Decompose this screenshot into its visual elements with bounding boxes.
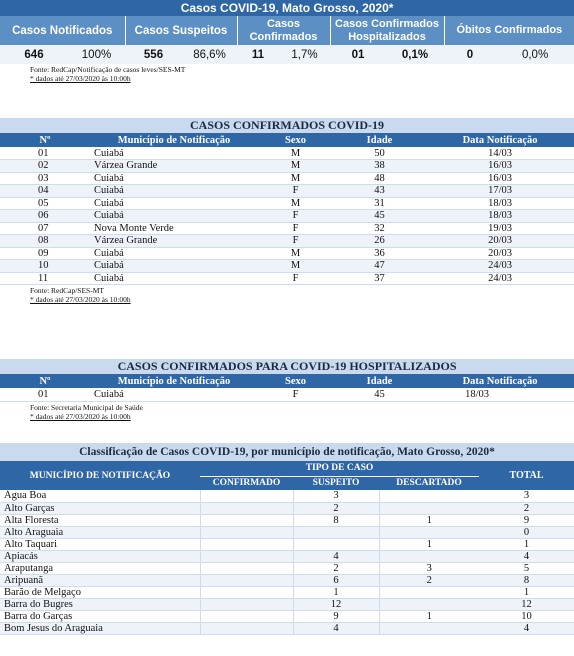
classification-col-municipio: MUNICÍPIO DE NOTIFICAÇÃO [0,461,200,490]
confirmed-row-cell: 03 [0,172,90,185]
confirmed-row-cell: Cuiabá [90,147,258,160]
confirmed-row-cell: 47 [333,260,426,273]
confirmed-row-cell: 36 [333,247,426,260]
classification-row-cell: 4 [479,622,574,634]
classification-row-cell [200,598,293,610]
classification-row-cell [379,622,479,634]
classification-table [0,443,574,635]
classification-row [0,502,574,514]
classification-row [0,562,574,574]
classification-row [0,610,574,622]
confirmed-row-cell: Cuiabá [90,172,258,185]
confirmed-row-cell: 07 [0,222,90,235]
classification-row-cell: 2 [479,502,574,514]
value-confirmados: 11 [237,45,279,64]
hospitalized-col-idade: Idade [366,375,393,387]
confirmed-row-cell: 17/03 [426,185,574,198]
confirmed-row [0,260,574,273]
pct-suspeitos: 86,6% [182,45,237,64]
confirmed-row-cell: Cuiabá [90,210,258,223]
confirmed-row [0,197,574,210]
classification-row-cell [200,514,293,526]
classification-row [0,574,574,586]
summary-section [0,0,574,83]
classification-row [0,598,574,610]
classification-row-cell [200,502,293,514]
classification-row-cell: Bom Jesus do Araguaia [0,622,200,634]
confirmed-title: CASOS CONFIRMADOS COVID-19 [0,118,574,133]
classification-sub-confirmado: CONFIRMADO [200,476,293,490]
classification-row-cell: Araputanga [0,562,200,574]
confirmed-row-cell: 05 [0,197,90,210]
classification-row-cell: Barra do Bugres [0,598,200,610]
classification-row-cell: 4 [293,550,379,562]
classification-row-cell: Barra do Garças [0,610,200,622]
confirmed-row-cell: 24/03 [426,260,574,273]
classification-row-cell: 6 [293,574,379,586]
hospitalized-col-data: Data Notificação [462,375,538,387]
pct-hospitalizados: 0,1% [386,45,444,64]
classification-row [0,622,574,634]
confirmed-row-cell: 02 [0,160,90,173]
classification-row-cell: 1 [379,514,479,526]
confirmed-row-cell: Cuiabá [90,185,258,198]
hospitalized-note: * dados até 27/03/2020 às 10:00h [30,411,131,421]
classification-row-cell: Aripuanã [0,574,200,586]
confirmed-row-cell: F [258,185,333,198]
classification-title: Classificação de Casos COVID-19, por município de notificação, Mato Grosso, 2020* [0,443,574,461]
classification-row-cell [379,550,479,562]
confirmed-row-cell: F [258,235,333,248]
pct-confirmados: 1,7% [279,45,330,64]
classification-row-cell [200,562,293,574]
classification-row-cell [379,490,479,502]
confirmed-row-cell: 06 [0,210,90,223]
value-hospitalizados: 01 [330,45,386,64]
header-casos-hospitalizados: Casos Confirmados Hospitalizados [330,16,444,45]
classification-row-cell: Alto Taquari [0,538,200,550]
confirmed-row-cell: 10 [0,260,90,273]
classification-row-cell: 3 [479,490,574,502]
confirmed-row-cell: 18/03 [426,197,574,210]
classification-row-cell: 8 [479,574,574,586]
classification-row-cell: 12 [479,598,574,610]
classification-row [0,538,574,550]
confirmed-row-cell: Várzea Grande [90,235,258,248]
header-casos-confirmados: Casos Confirmados [237,16,330,45]
confirmed-row [0,272,574,285]
confirmed-row [0,247,574,260]
classification-row-cell: 1 [479,538,574,550]
confirmed-row-cell: 32 [333,222,426,235]
confirmed-row [0,235,574,248]
classification-row-cell: 9 [293,610,379,622]
classification-row-cell: 4 [479,550,574,562]
classification-row-cell: 9 [479,514,574,526]
classification-row-cell: 2 [379,574,479,586]
hospitalized-source: Fonte: Secretaria Municipal de Saúde [30,402,143,412]
confirmed-row-cell: 26 [333,235,426,248]
summary-table [0,0,574,64]
classification-row [0,526,574,538]
classification-row-cell: 1 [293,586,379,598]
confirmed-row-cell: 43 [333,185,426,198]
confirmed-row-cell: M [258,147,333,160]
confirmed-row [0,185,574,198]
classification-row-cell: 0 [479,526,574,538]
confirmed-row-cell: 20/03 [426,235,574,248]
confirmed-row-cell: 16/03 [426,172,574,185]
confirmed-row [0,210,574,223]
confirmed-row-cell: Cuiabá [90,197,258,210]
value-notificados: 646 [0,45,68,64]
classification-row-cell: 1 [379,610,479,622]
classification-row-cell [200,586,293,598]
classification-row-cell: 2 [293,502,379,514]
confirmed-source: Fonte: RedCap/SES-MT [30,286,104,295]
confirmed-row-cell: M [258,260,333,273]
classification-row-cell: Alto Garças [0,502,200,514]
confirmed-row-cell: M [258,172,333,185]
classification-row-cell [293,538,379,550]
confirmed-row-cell: 19/03 [426,222,574,235]
classification-row [0,490,574,502]
classification-row-cell: 3 [379,562,479,574]
confirmed-col-data: Data Notificação [462,134,538,146]
classification-col-tipo: TIPO DE CASO [200,461,479,476]
classification-row-cell: 1 [379,538,479,550]
classification-row-cell [200,490,293,502]
classification-row-cell: 12 [293,598,379,610]
confirmed-row-cell: 08 [0,235,90,248]
confirmed-row-cell: 50 [333,147,426,160]
confirmed-row-cell: Cuiabá [90,272,258,285]
confirmed-col-num: Nº [39,134,51,146]
classification-row-cell: Alto Araguaia [0,526,200,538]
hospitalized-section [0,359,574,421]
hospitalized-row-cell: Cuiabá [90,388,258,401]
confirmed-table [0,118,574,285]
hospitalized-col-num: Nº [39,375,51,387]
pct-obitos: 0,0% [496,45,574,64]
confirmed-row [0,172,574,185]
classification-row-cell: 5 [479,562,574,574]
confirmed-row-cell: 48 [333,172,426,185]
confirmed-col-sexo: Sexo [285,134,306,146]
confirmed-row-cell: 20/03 [426,247,574,260]
confirmed-col-idade: Idade [366,134,393,146]
confirmed-row-cell: Várzea Grande [90,160,258,173]
classification-row-cell [200,622,293,634]
classification-row-cell [379,502,479,514]
classification-row-cell: 3 [293,490,379,502]
value-suspeitos: 556 [125,45,182,64]
classification-row [0,550,574,562]
confirmed-row-cell: 45 [333,210,426,223]
classification-row-cell [200,550,293,562]
confirmed-row-cell: F [258,222,333,235]
hospitalized-col-sexo: Sexo [285,375,306,387]
header-obitos-confirmados: Óbitos Confirmados [444,16,574,45]
confirmed-row-cell: M [258,197,333,210]
classification-row-cell [379,598,479,610]
classification-row-cell: Alta Floresta [0,514,200,526]
summary-title: Casos COVID-19, Mato Grosso, 2020* [0,0,574,16]
classification-row-cell: 1 [479,586,574,598]
classification-section [0,443,574,635]
classification-row-cell: Água Boa [0,490,200,502]
confirmed-row-cell: 04 [0,185,90,198]
confirmed-row-cell: Cuiabá [90,260,258,273]
classification-col-total: TOTAL [479,461,574,490]
classification-row-cell [293,526,379,538]
confirmed-row [0,222,574,235]
classification-sub-suspeito: SUSPEITO [293,476,379,490]
hospitalized-col-municipio: Município de Notificação [117,375,231,387]
hospitalized-title: CASOS CONFIRMADOS PARA COVID-19 HOSPITALIZADOS [0,359,574,374]
confirmed-row-cell: 31 [333,197,426,210]
summary-note: * dados até 27/03/2020 às 10:00h [30,74,131,83]
classification-row-cell [379,586,479,598]
hospitalized-row-cell: F [258,388,333,401]
classification-row [0,514,574,526]
confirmed-row-cell: Nova Monte Verde [90,222,258,235]
classification-row-cell [379,526,479,538]
confirmed-row-cell: 37 [333,272,426,285]
classification-row-cell: Barão de Melgaço [0,586,200,598]
classification-row-cell [200,574,293,586]
hospitalized-row-cell: 01 [0,388,90,401]
classification-row-cell [200,538,293,550]
confirmed-row-cell: 18/03 [426,210,574,223]
classification-sub-descartado: DESCARTADO [379,476,479,490]
confirmed-row-cell: 24/03 [426,272,574,285]
confirmed-row [0,147,574,160]
confirmed-col-municipio: Município de Notificação [117,134,231,146]
confirmed-note: * dados até 27/03/2020 às 10:00h [30,295,131,304]
confirmed-row-cell: 01 [0,147,90,160]
classification-row-cell [200,610,293,622]
header-casos-suspeitos: Casos Suspeitos [125,16,237,45]
confirmed-row-cell: M [258,160,333,173]
classification-row-cell [200,526,293,538]
hospitalized-row [0,388,574,401]
classification-row-cell: Apiacás [0,550,200,562]
confirmed-section [0,118,574,304]
classification-row [0,586,574,598]
hospitalized-row-cell: 45 [333,388,426,401]
hospitalized-row-cell: 18/03 [426,388,574,401]
confirmed-row-cell: Cuiabá [90,247,258,260]
confirmed-row-cell: 38 [333,160,426,173]
classification-row-cell: 8 [293,514,379,526]
confirmed-row [0,160,574,173]
classification-row-cell: 10 [479,610,574,622]
value-obitos: 0 [444,45,496,64]
confirmed-row-cell: 16/03 [426,160,574,173]
confirmed-row-cell: 11 [0,272,90,285]
classification-row-cell: 4 [293,622,379,634]
pct-notificados: 100% [68,45,125,64]
confirmed-row-cell: M [258,247,333,260]
confirmed-row-cell: 09 [0,247,90,260]
summary-source: Fonte: RedCap/Notificação de casos leves/SES-MT [30,65,186,74]
confirmed-row-cell: 14/03 [426,147,574,160]
confirmed-row-cell: F [258,272,333,285]
confirmed-row-cell: F [258,210,333,223]
classification-row-cell: 2 [293,562,379,574]
header-casos-notificados: Casos Notificados [0,16,125,45]
hospitalized-table [0,359,574,402]
